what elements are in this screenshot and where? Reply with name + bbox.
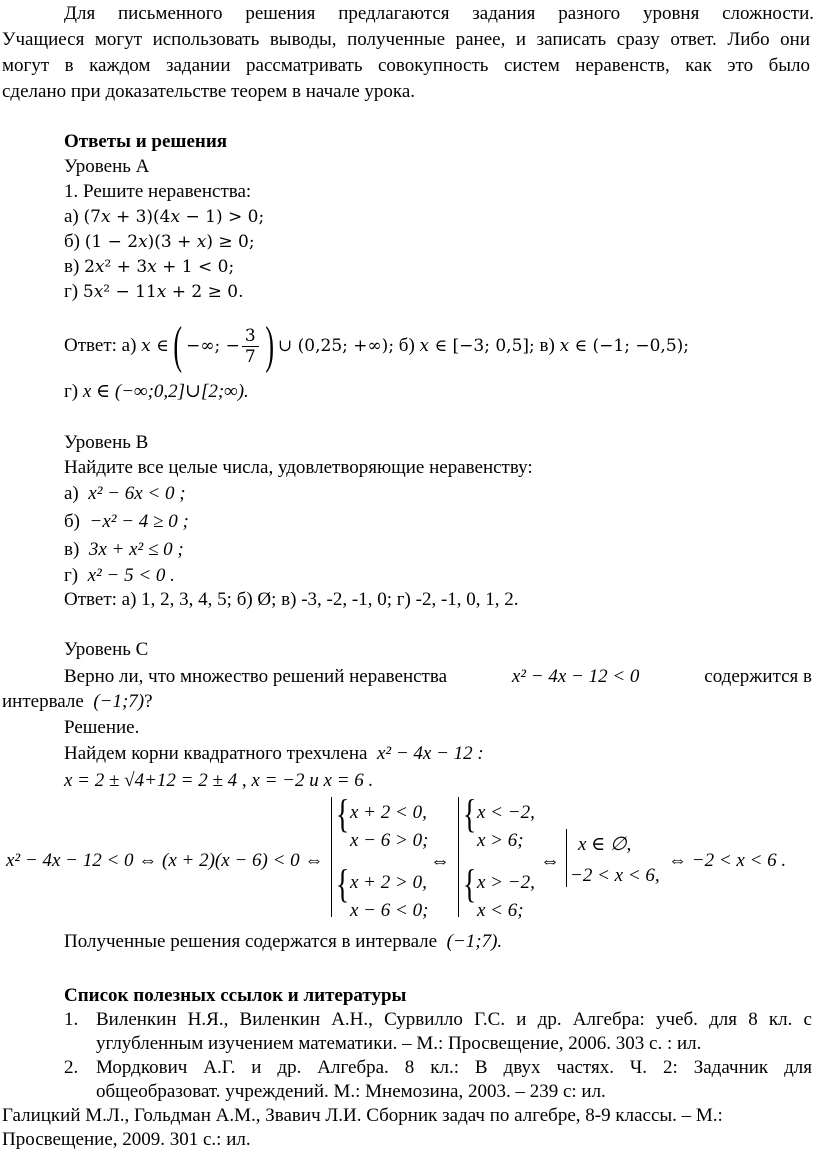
level-a-title: Уровень А — [64, 156, 150, 177]
item-label: б) — [64, 511, 80, 532]
level-b-item — [64, 510, 189, 534]
question-interval: (−1;7) — [93, 691, 145, 712]
answer-a-lead: 𝑥 ∈ — [141, 336, 169, 356]
level-b-item — [64, 482, 186, 506]
reference-line: Виленкин Н.Я., Виленкин А.Н., Сурвилло Г.С. и др. Алгебра: учеб. для 8 кл. с — [96, 1009, 812, 1030]
answer-c-label: в) — [539, 335, 555, 356]
system-2-line: x > −2, — [477, 872, 535, 893]
level-c-question-line1 — [64, 665, 812, 689]
level-a-task: 1. Решите неравенства: — [64, 181, 252, 202]
chain-lead: x² − 4x − 12 < 0 ⇔ (x + 2)(x − 6) < 0 ⇔ — [6, 850, 324, 871]
item-label: а) — [64, 206, 79, 227]
conclusion-text: Полученные решения содержатся в интервале — [64, 931, 438, 952]
level-b-task: Найдите все целые числа, удовлетворяющие неравенству: — [64, 457, 533, 478]
answer-prefix: Ответ: а) — [64, 335, 137, 356]
system-2-line: x < 6; — [477, 900, 524, 921]
level-a-item — [64, 280, 244, 304]
bracket-2 — [458, 797, 459, 917]
reference-extra-line: Просвещение, 2009. 301 с.: ил. — [2, 1129, 251, 1150]
level-b-item — [64, 538, 184, 562]
brace-2b: { — [462, 861, 477, 906]
system-3-line: −2 < x < 6, — [570, 865, 660, 886]
equivalence-arrow: ⇔ — [430, 850, 450, 872]
question-text: Верно ли, что множество решений неравенства — [64, 666, 447, 687]
item-label: в) — [64, 256, 80, 277]
reference-number: 2. — [64, 1057, 79, 1078]
system-1-line: x + 2 < 0, — [350, 802, 427, 823]
item-expression: 3x + x² ≤ 0 ; — [88, 539, 184, 560]
system-2-line: x > 6; — [477, 830, 524, 851]
item-expression: (1 − 2𝑥)(3 + 𝑥) ≥ 0; — [84, 232, 255, 252]
level-a-item — [64, 205, 264, 229]
answer-b-label: б) — [398, 335, 415, 356]
system-2-line: x < −2, — [477, 802, 535, 823]
fraction-numerator: 3 — [242, 326, 259, 347]
roots-calculation: x = 2 ± √4+12 = 2 ± 4 , x = −2 и x = 6 . — [64, 770, 374, 791]
level-b-item — [64, 564, 175, 588]
question-text-end: содержится в — [704, 666, 812, 687]
item-label: в) — [64, 539, 80, 560]
level-a-item — [64, 230, 255, 254]
question-mark: ? — [144, 691, 153, 712]
fraction-denominator: 7 — [244, 346, 256, 367]
item-expression: x² − 6x < 0 ; — [88, 483, 186, 504]
intro-line-3: могут в каждом задании рассматривать совокупность систем неравенств, как это было — [2, 55, 810, 76]
question-expression: x² − 4x − 12 < 0 — [511, 666, 640, 687]
answer-c: 𝑥 ∈ (−1; −0,5); — [559, 336, 690, 356]
item-label: г) — [64, 565, 79, 586]
answer-d: x ∈ (−∞;0,2]∪[2;∞). — [82, 381, 249, 402]
system-1-line: x + 2 > 0, — [350, 872, 427, 893]
brace-1a: { — [335, 791, 350, 836]
item-label: г) — [64, 281, 79, 302]
bracket-1 — [331, 797, 332, 917]
item-expression: x² − 5 < 0 . — [87, 565, 175, 586]
conclusion-line — [64, 930, 502, 954]
answer-a-inner: −∞; − — [186, 336, 240, 356]
reference-number: 1. — [64, 1009, 79, 1030]
fraction — [242, 326, 259, 367]
answer-d-label: г) — [64, 381, 79, 402]
reference-line: Мордкович А.Г. и др. Алгебра. 8 кл.: В двух частях. Ч. 2: Задачник для — [96, 1057, 812, 1078]
answer-a-tail: ∪ (0,25; +∞); — [278, 336, 395, 356]
level-c-question-line2 — [2, 690, 153, 714]
roots-expression: x² − 4x − 12 : — [376, 743, 484, 764]
system-1-line: x − 6 < 0; — [350, 900, 429, 921]
references-heading: Список полезных ссылок и литературы — [64, 985, 407, 1006]
answer-b: 𝑥 ∈ [−3; 0,5]; — [419, 336, 535, 356]
brace-2a: { — [462, 791, 477, 836]
level-a-item — [64, 255, 234, 279]
bracket-3 — [566, 829, 567, 887]
intro-line-4: сделано при доказательстве теорем в начале урока. — [2, 81, 416, 102]
reference-line: общеобразоват. учреждений. М.: Мнемозина, 2003. – 239 с: ил. — [96, 1081, 606, 1102]
question-interval-label: интервале — [2, 691, 84, 712]
brace-1b: { — [335, 861, 350, 906]
level-b-title: Уровень В — [64, 432, 149, 453]
chain-result: ⇔ −2 < x < 6 . — [668, 850, 787, 871]
level-c-title: Уровень С — [64, 639, 149, 660]
system-3-line: x ∈ ∅, — [578, 834, 632, 855]
item-expression: (7𝑥 + 3)(4𝑥 − 1) > 0; — [83, 207, 265, 227]
level-a-answer-line2 — [64, 380, 249, 404]
roots-text: Найдем корни квадратного трехчлена — [64, 743, 368, 764]
system-1-line: x − 6 > 0; — [350, 830, 429, 851]
item-label: а) — [64, 483, 79, 504]
equivalence-arrow: ⇔ — [540, 850, 560, 872]
conclusion-interval: (−1;7). — [446, 931, 503, 952]
roots-line — [64, 742, 484, 766]
solution-label: Решение. — [64, 717, 140, 738]
answers-heading: Ответы и решения — [64, 131, 228, 152]
intro-line-2: Учащиеся могут использовать выводы, полученные ранее, и записать сразу ответ. Либо они — [2, 29, 810, 50]
reference-line: углубленным изучением математики. – М.: Просвещение, 2006. 303 с. : ил. — [96, 1033, 702, 1054]
paren-close: ) — [265, 317, 274, 374]
item-label: б) — [64, 231, 80, 252]
item-expression: −x² − 4 ≥ 0 ; — [89, 511, 189, 532]
reference-extra-line: Галицкий М.Л., Гольдман А.М., Звавич Л.И. Сборник задач по алгебре, 8-9 классы. – М.: — [2, 1105, 723, 1126]
item-expression: 2𝑥² + 3𝑥 + 1 < 0; — [84, 257, 235, 277]
level-b-answer: Ответ: а) 1, 2, 3, 4, 5; б) Ø; в) -3, -2, -1, 0; г) -2, -1, 0, 1, 2. — [64, 589, 519, 610]
item-expression: 5𝑥² − 11𝑥 + 2 ≥ 0. — [82, 282, 244, 302]
level-a-answer-line1 — [64, 318, 689, 374]
paren-open: ( — [173, 317, 182, 374]
intro-line-1: Для письменного решения предлагаются задания разного уровня сложности. — [64, 3, 814, 24]
